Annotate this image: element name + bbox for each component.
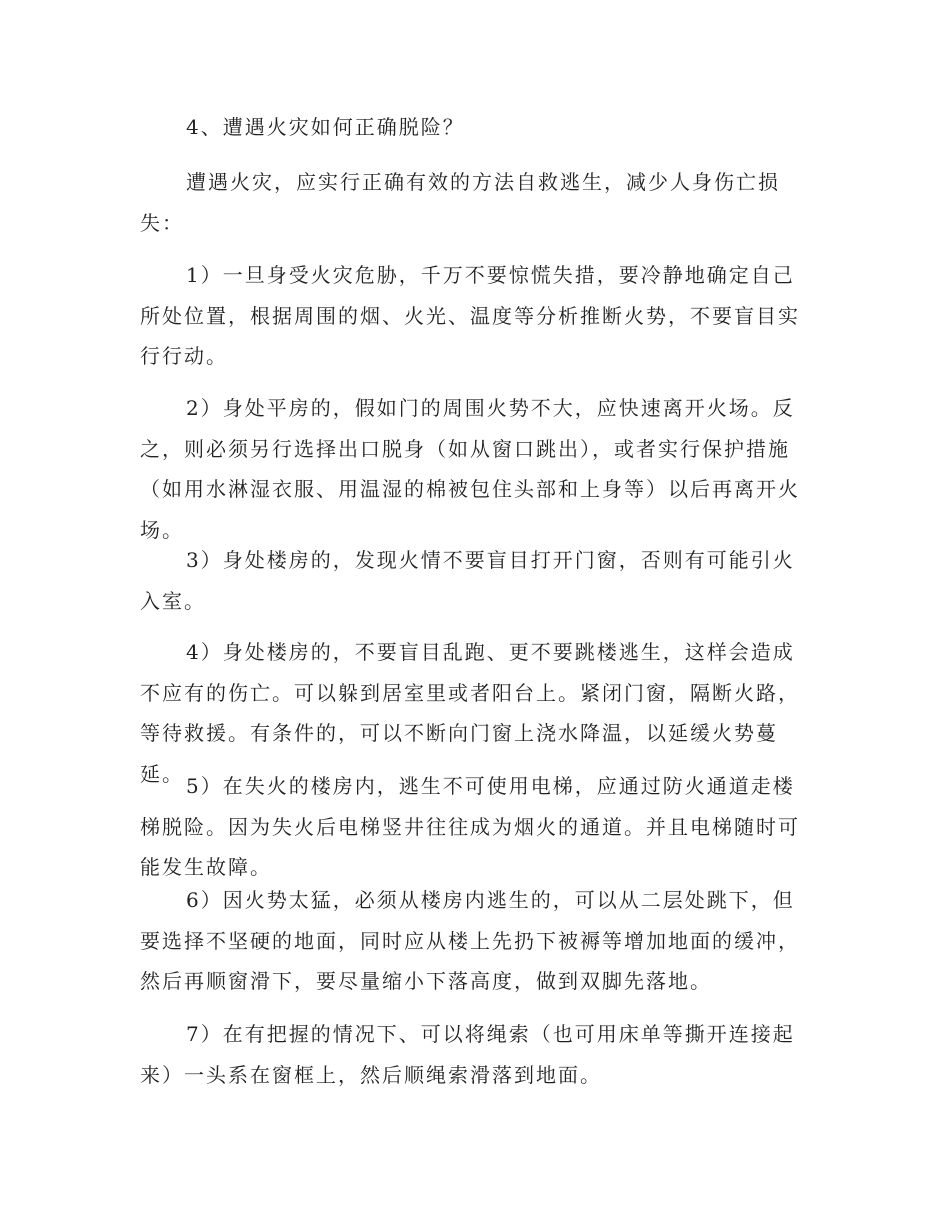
paragraph-item-3: 3）身处楼房的，发现火情不要盲目打开门窗，否则有可能引火入室。	[140, 548, 795, 613]
paragraph-item-5: 5）在失火的楼房内，逃生不可使用电梯，应通过防火通道走楼梯脱险。因为失火后电梯竖井往往成为烟火的通道。并且电梯随时可能发生故障。	[140, 774, 800, 879]
paragraph-item-7: 7）在有把握的情况下、可以将绳索（也可用床单等撕开连接起来）一头系在窗框上，然后顺绳索滑落到地面。	[140, 1022, 795, 1087]
paragraph-item-2: 2）身处平房的，假如门的周围火势不大，应快速离开火场。反之，则必须另行选择出口脱身（如从窗口跳出），或者实行保护措施（如用水淋湿衣服、用温湿的棉被包住头部和上身等）以后再离开火场。	[140, 396, 800, 542]
paragraph-item-4: 4）身处楼房的，不要盲目乱跑、更不要跳楼逃生，这样会造成不应有的伤亡。可以躲到居室里或者阳台上。紧闭门窗，隔断火路，等待救援。有条件的，可以不断向门窗上浇水降温，以延缓火势蔓延。	[140, 640, 800, 786]
paragraph-item-6: 6）因火势太猛，必须从楼房内逃生的，可以从二层处跳下，但要选择不坚硬的地面，同时应从楼上先扔下被褥等增加地面的缓冲，然后再顺窗滑下，要尽量缩小下落高度，做到双脚先落地。	[140, 888, 800, 993]
paragraph-item-1: 1）一旦身受火灾危胁，千万不要惊慌失措，要冷静地确定自己所处位置，根据周围的烟、火光、温度等分析推断火势，不要盲目实行行动。	[140, 263, 800, 368]
intro-paragraph: 遭遇火灾，应实行正确有效的方法自救逃生，减少人身伤亡损失：	[140, 170, 780, 235]
section-heading: 4、遭遇火灾如何正确脱险？	[186, 115, 465, 139]
